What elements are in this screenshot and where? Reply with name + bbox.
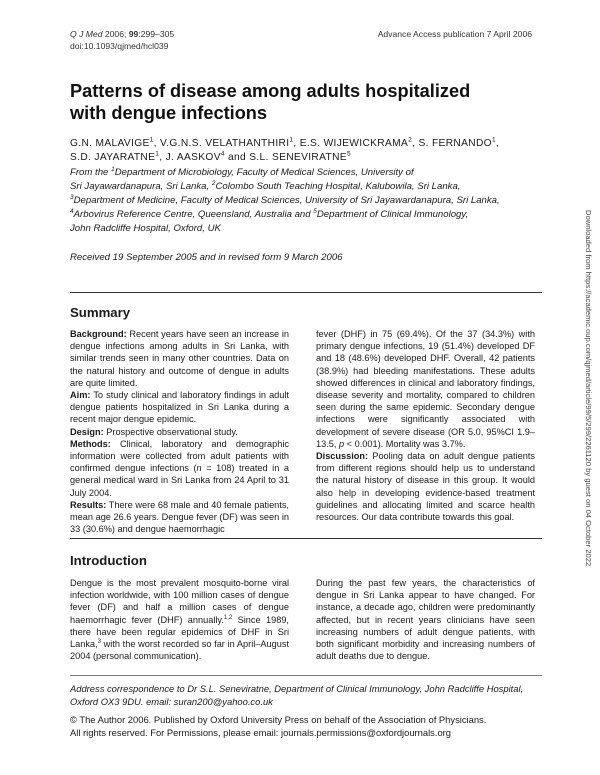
- title-line-2: with dengue infections: [70, 103, 268, 123]
- design-label: Design:: [70, 426, 104, 437]
- affil-text: Colombo South Teaching Hospital, Kalubowila, Sri Lanka,: [215, 181, 461, 192]
- author: S.D. JAYARATNE: [70, 152, 156, 163]
- author-affil-mark: 1: [289, 136, 294, 144]
- summary-left-column: [70, 328, 289, 535]
- introduction-divider: [70, 538, 542, 539]
- affil-mark: 4: [70, 207, 74, 215]
- discussion-text: Pooling data on adult dengue patients from different regions should help us to understand the natural history of disease in this group. It would also help in developing evidence-based treatment guidelines and allocating limited and scarce health resources. Our data contribute towards this goal.: [316, 451, 535, 523]
- methods-label: Methods:: [70, 438, 111, 449]
- introduction-left-column: [70, 577, 289, 662]
- affil-mark: 3: [70, 193, 74, 201]
- affil-mark: 1: [111, 165, 115, 173]
- author-affil-mark: 2: [408, 136, 413, 144]
- summary-right-column: [316, 328, 535, 523]
- affil-text: John Radcliffe Hospital, Oxford, UK: [70, 223, 221, 234]
- aim-text: To study clinical and laboratory findings in adult dengue patients hospitalized in Sri Lanka during a recent major dengue epidemic.: [70, 390, 289, 425]
- affil-mark: 5: [313, 207, 317, 215]
- aim-label: Aim:: [70, 390, 91, 401]
- footer-divider: [70, 675, 542, 676]
- download-notice: Downloaded from https://academic.oup.com/qjmed/article/99/5/299/2261120 by guest on 04 October 2022: [584, 210, 593, 567]
- reference-mark: 1,2: [223, 614, 233, 621]
- intro-text: with the worst recorded so far in April–August 2004 (personal communication).: [70, 639, 289, 662]
- results-p: p: [339, 438, 345, 449]
- intro-text: Dengue is the most prevalent mosquito-borne viral infection worldwide, with 100 million cases of dengue fever (DF) and half a million cases of dengue haemorrhagic fever (DHF) annually.: [70, 578, 289, 625]
- affil-from: From the: [70, 167, 112, 178]
- author-affil-mark: 5: [346, 150, 351, 158]
- copyright-line-1: © The Author 2006. Published by Oxford University Press on behalf of the Association of Physicians.: [70, 714, 487, 725]
- affil-text: Department of Microbiology, Faculty of Medical Sciences, University of: [114, 167, 414, 178]
- affil-text: Sri Jayawardanapura, Sri Lanka,: [70, 181, 212, 192]
- reference-mark: 3: [97, 638, 101, 645]
- author-list: [70, 137, 540, 165]
- summary-heading: Summary: [70, 305, 131, 320]
- results-text: There were 68 male and 40 female patients, mean age 26.6 years. Dengue fever (DF) was seen in 33 (30.6%) and dengue haemorrhagic: [70, 499, 289, 535]
- article-title: [70, 80, 490, 124]
- author-separator: ,: [495, 138, 500, 149]
- received-dates: Received 19 September 2005 and in revised form 9 March 2006: [70, 252, 343, 263]
- journal-pages: :299–305: [138, 29, 175, 39]
- introduction-heading: Introduction: [70, 553, 147, 568]
- affil-mark: 2: [211, 179, 216, 187]
- author-affil-mark: 4: [220, 150, 225, 158]
- discussion-label: Discussion:: [316, 451, 369, 462]
- doi: doi:10.1093/qjmed/hcl039: [70, 41, 169, 51]
- author: and S.L. SENEVIRATNE: [224, 152, 347, 163]
- background-text: Recent years have seen an increase in dengue infections among adults in Sri Lanka, with similar trends seen in many other countries. Data on the natural history and outcome of dengue in adults are quite limited.: [70, 329, 289, 388]
- copyright-line-2: All rights reserved. For Permissions, please email: journals.permissions@oxfordjournals.org: [70, 726, 452, 738]
- results-label: Results:: [70, 499, 107, 510]
- results-continued: fever (DHF) in 75 (69.4%). Of the 37 (34.3%) with primary dengue infections, 19 (51.4%) developed DF and 18 (48.6%) developed DHF. Overall, 42 patients (38.9%) had bleeding manifestations. These adults showed differences in clinical and laboratory findings, disease severity and mortality, compared to children seen during the same epidemic. Secondary dengue infections were significantly associated with development of severe disease (OR 5.0, 95%CI 1.9–13.5,: [316, 329, 535, 449]
- author: G.N. MALAVIGE: [70, 138, 150, 149]
- intro-text: Since 1989, there have been regular epidemics of DHF in Sri Lanka,: [70, 614, 289, 650]
- author: , V.G.N.S. VELATHANTHIRI: [153, 138, 290, 149]
- design-text: Prospective observational study.: [103, 426, 238, 437]
- author-affil-mark: 1: [149, 136, 154, 144]
- author: , J. AASKOV: [159, 152, 221, 163]
- author: , S. FERNANDO: [412, 138, 492, 149]
- background-label: Background:: [70, 329, 127, 339]
- correspondence-address: Address correspondence to Dr S.L. Seneviratne, Department of Clinical Immunology, John Radcliffe Hospital, Oxford OX3 9DU. email: suran200@yahoo.co.uk: [70, 683, 524, 707]
- affil-text: Department of Medicine, Faculty of Medical Sciences, University of Sri Jayawardanapura, Sri Lanka,: [73, 195, 500, 206]
- title-line-1: Patterns of disease among adults hospitalized: [70, 81, 471, 101]
- methods-text-cont: = 108) treated in a general medical ward in Sri Lanka from 24 April to 31 July 2004.: [70, 463, 289, 498]
- journal-year: 2006;: [102, 29, 129, 39]
- journal-volume: 99: [128, 29, 139, 39]
- copyright: [70, 714, 542, 740]
- author-affil-mark: 1: [491, 136, 496, 144]
- author-affil-mark: 1: [155, 150, 160, 158]
- journal-name: Q J Med: [70, 29, 103, 39]
- author: , E.S. WIJEWICKRAMA: [293, 138, 409, 149]
- affil-text: Department of Clinical Immunology,: [316, 209, 469, 220]
- summary-divider: [70, 292, 542, 293]
- affiliations: [70, 166, 545, 236]
- intro-right-text: During the past few years, the characteristics of dengue in Sri Lanka appear to have changed. For instance, a decade ago, children were predominantly affected, but in recent years clinicians have seen increasing numbers of adult dengue patients, with both significant morbidity and increasing numbers of adult deaths due to dengue.: [316, 578, 535, 662]
- introduction-right-column: [316, 577, 535, 662]
- journal-citation: [70, 28, 174, 40]
- methods-n: n: [196, 463, 202, 474]
- advance-access: Advance Access publication 7 April 2006: [377, 29, 532, 39]
- results-continued-end: < 0.001). Mortality was 3.7%.: [344, 438, 466, 449]
- affil-text: Arbovirus Reference Centre, Queensland, Australia and: [73, 209, 314, 220]
- methods-text: Clinical, laboratory and demographic information were collected from adult patients with confirmed dengue infections (: [70, 438, 289, 474]
